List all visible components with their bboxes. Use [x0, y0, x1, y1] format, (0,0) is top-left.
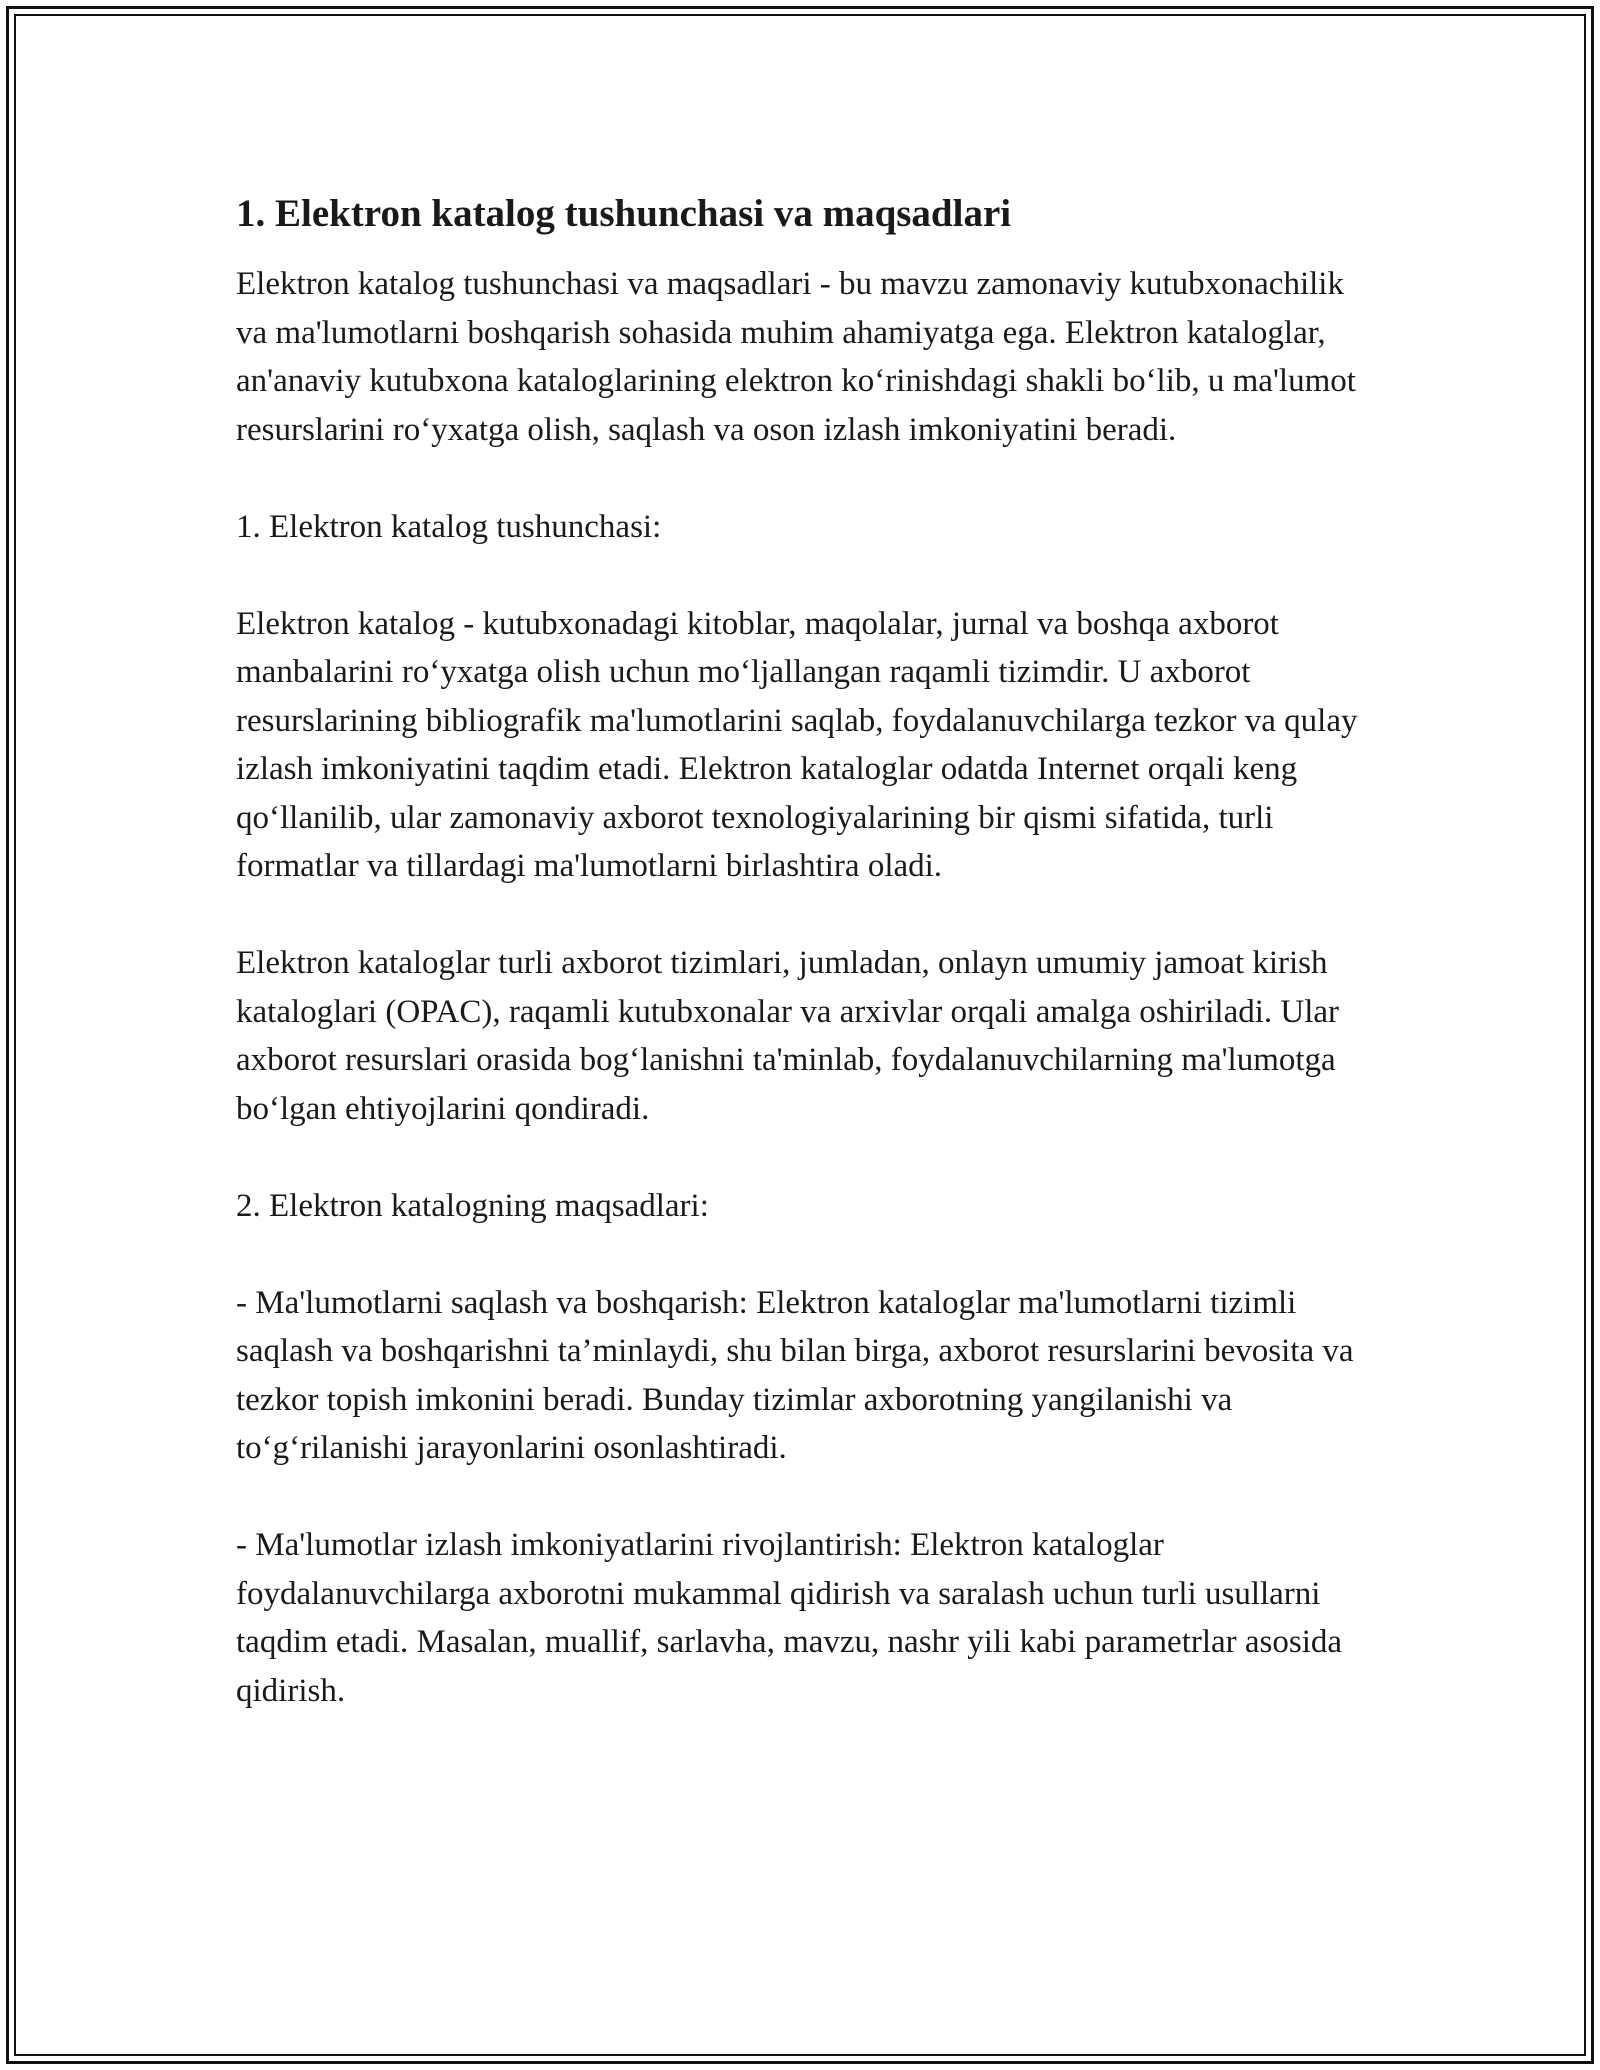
section-heading-concept: 1. Elektron katalog tushunchasi:	[236, 508, 662, 545]
concept-paragraph-2: Elektron kataloglar turli axborot tizimlari, jumladan, onlayn umumiy jamoat kirish kataloglari (OPAC), raqamli kutubxonalar va arxivlar orqali amalga oshiriladi. Ular axborot resurslari orasida bog‘lanishni ta'minlab, foydalanuvchilarning ma'lumotga bo‘lgan ehtiyojlarini qondiradi.	[236, 945, 1340, 1127]
intro-paragraph: Elektron katalog tushunchasi va maqsadlari - bu mavzu zamonaviy kutubxonachilik va ma'lumotlarni boshqarish sohasida muhim ahamiyatga ega. Elektron kataloglar, an'anaviy kutubxona kataloglarining elektron ko‘rinishdagi shakli bo‘lib, u ma'lumot resurslarini ro‘yxatga olish, saqlash va oson izlash imkoniyatini beradi.	[236, 266, 1356, 448]
goal-item-storage: - Ma'lumotlarni saqlash va boshqarish: Elektron kataloglar ma'lumotlarni tizimli saqlash va boshqarishni ta’minlaydi, shu bilan birga, axborot resurslarini bevosita va tezkor topish imkonini beradi. Bunday tizimlar axborotning yangilanishi va to‘g‘rilanishi jarayonlarini osonlashtiradi.	[236, 1284, 1354, 1466]
goal-item-search: - Ma'lumotlar izlash imkoniyatlarini rivojlantirish: Elektron kataloglar foydalanuvchilarga axborotni mukammal qidirish va saralash uchun turli usullarni taqdim etadi. Masalan, muallif, sarlavha, mavzu, nashr yili kabi parametrlar asosida qidirish.	[236, 1527, 1343, 1709]
section-heading-goals: 2. Elektron katalogning maqsadlari:	[236, 1187, 709, 1224]
document-body	[236, 188, 1372, 1715]
concept-paragraph-1: Elektron katalog - kutubxonadagi kitoblar, maqolalar, jurnal va boshqa axborot manbalarini ro‘yxatga olish uchun mo‘ljallangan raqamli tizimdir. U axborot resurslarining bibliografik ma'lumotlarini saqlab, foydalanuvchilarga tezkor va qulay izlash imkoniyatini taqdim etadi. Elektron kataloglar odatda Internet orqali keng qo‘llanilib, ular zamonaviy axborot texnologiyalarining bir qismi sifatida, turli formatlar va tillardagi ma'lumotlarni birlashtira oladi.	[236, 605, 1358, 884]
document-heading: 1. Elektron katalog tushunchasi va maqsadlari	[236, 192, 1012, 235]
